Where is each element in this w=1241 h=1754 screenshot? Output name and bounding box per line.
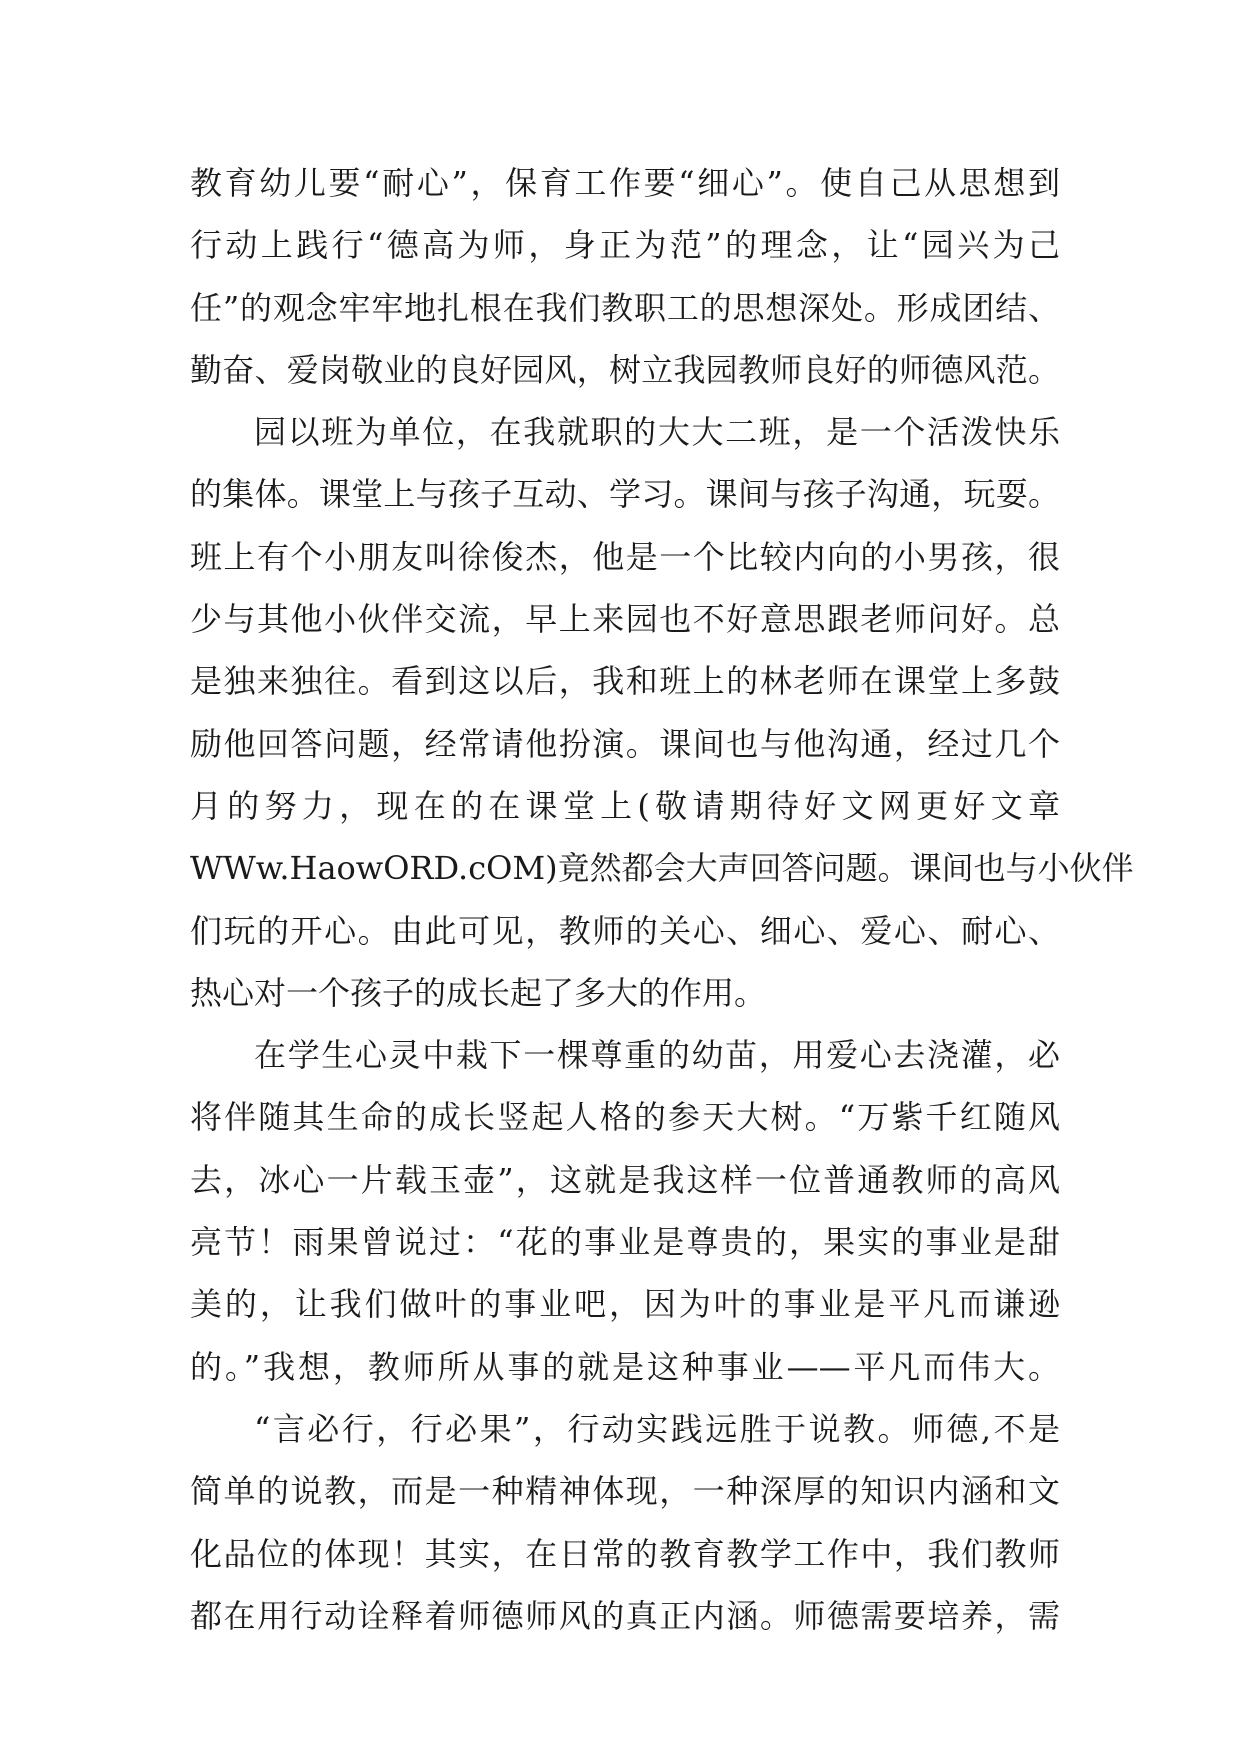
text-line: 的集体。课堂上与孩子互动、学习。课间与孩子沟通，玩耍。 [190,475,1060,514]
paragraph-4 [190,1398,1060,1647]
text-line: 园以班为单位，在我就职的大大二班，是一个活泼快乐 [254,413,1060,452]
text-line: 行动上践行“德高为师，身正为范”的理念，让“园兴为己 [190,226,1060,265]
text-line: 热心对一个孩子的成长起了多大的作用。 [190,973,767,1012]
text-line: 少与其他小伙伴交流，早上来园也不好意思跟老师问好。总 [190,600,1060,639]
text-line: 们玩的开心。由此可见，教师的关心、细心、爱心、耐心、 [190,911,1060,950]
text-line: 教育幼儿要“耐心”，保育工作要“细心”。使自己从思想到 [190,164,1060,202]
paragraph-2 [190,401,1134,1024]
text-line: 亮节！雨果曾说过：“花的事业是尊贵的，果实的事业是甜 [190,1223,1060,1262]
body-text [190,152,1134,1647]
text-line: 励他回答问题，经常请他扮演。课间也与他沟通，经过几个 [190,724,1060,763]
text-line: 勤奋、爱岗敬业的良好园风，树立我园教师良好的师德风范。 [190,350,1060,389]
text-line: 简单的说教，而是一种精神体现，一种深厚的知识内涵和文 [190,1472,1060,1511]
text-line: 任”的观念牢牢地扎根在我们教职工的思想深处。形成团结、 [190,288,1060,327]
text-line: 将伴随其生命的成长竖起人格的参天大树。“万紫千红随风 [190,1098,1060,1137]
text-line: 都在用行动诠释着师德师风的真正内涵。师德需要培养，需 [190,1596,1060,1635]
text-line: 在学生心灵中栽下一棵尊重的幼苗，用爱心去浇灌，必 [254,1036,1060,1075]
text-line: 去，冰心一片载玉壶”，这就是我这样一位普通教师的高风 [190,1160,1060,1199]
text-line: 美的，让我们做叶的事业吧，因为叶的事业是平凡而谦逊 [190,1285,1060,1324]
paragraph-3 [190,1024,1060,1398]
text-line: “言必行，行必果”，行动实践远胜于说教。师德,不是 [254,1409,1060,1448]
text-line: WWw.HaowORD.cOM)竟然都会大声回答问题。课间也与小伙伴 [190,849,1134,888]
text-line: 是独来独往。看到这以后，我和班上的林老师在课堂上多鼓 [190,662,1060,701]
text-line: 的。”我想，教师所从事的就是这种事业——平凡而伟大。 [190,1347,1060,1386]
paragraph-1 [190,152,1060,401]
text-line: 班上有个小朋友叫徐俊杰，他是一个比较内向的小男孩，很 [190,537,1060,576]
text-line: 化品位的体现！其实，在日常的教育教学工作中，我们教师 [190,1534,1060,1573]
text-line: 月的努力，现在的在课堂上(敬请期待好文网更好文章 [190,786,1060,825]
